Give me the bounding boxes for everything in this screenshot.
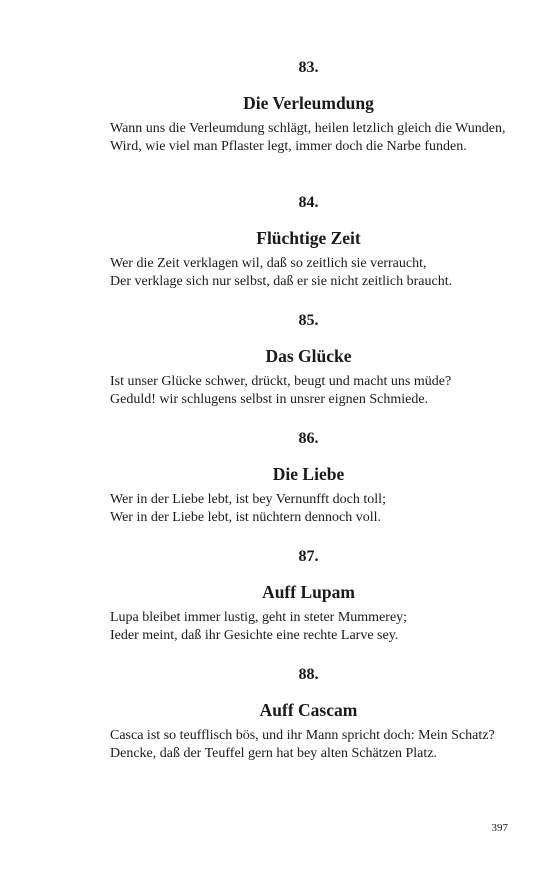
poem-86	[110, 429, 507, 526]
poem-lines	[110, 255, 507, 290]
poem-number: 86.	[298, 430, 319, 447]
poem-title: Die Liebe	[272, 464, 345, 484]
poem-number: 88.	[298, 666, 319, 683]
poem-number: 84.	[298, 194, 319, 211]
poem-lines	[110, 609, 507, 644]
poem-title: Das Glücke	[265, 346, 352, 366]
poem-line: Ieder meint, daß ihr Gesichte eine rechte Larve sey.	[110, 627, 399, 643]
poem-number: 87.	[298, 548, 319, 565]
poem-lines	[110, 373, 507, 408]
poem-line: Casca ist so teufflisch bös, und ihr Mann spricht doch: Mein Schatz?	[110, 728, 495, 743]
poem-line: Lupa bleibet immer lustig, geht in steter Mummerey;	[110, 610, 408, 625]
poem-83	[110, 58, 507, 155]
poem-title: Flüchtige Zeit	[256, 228, 361, 248]
poem-number: 83.	[298, 59, 319, 76]
poem-line: Ist unser Glücke schwer, drückt, beugt und macht uns müde?	[110, 374, 452, 389]
poem-line: Wird, wie viel man Pflaster legt, immer doch die Narbe funden.	[110, 138, 467, 154]
poem-line: Geduld! wir schlugens selbst in unsrer eignen Schmiede.	[110, 391, 429, 407]
poem-title: Die Verleumdung	[243, 93, 374, 113]
poem-88	[110, 665, 507, 762]
poem-number: 85.	[298, 312, 319, 329]
poem-title: Auff Cascam	[259, 700, 358, 720]
poem-lines	[110, 727, 507, 762]
poem-line: Wer die Zeit verklagen wil, daß so zeitlich sie verraucht,	[110, 256, 427, 271]
poem-line: Wer in der Liebe lebt, ist nüchtern dennoch voll.	[110, 509, 382, 525]
poem-lines	[110, 120, 507, 155]
poem-line: Wann uns die Verleumdung schlägt, heilen letzlich gleich die Wunden,	[110, 121, 506, 136]
poem-85	[110, 311, 507, 408]
poem-title: Auff Lupam	[262, 582, 355, 602]
poem-lines	[110, 491, 507, 526]
poem-line: Dencke, daß der Teuffel gern hat bey alten Schätzen Platz.	[110, 745, 437, 761]
poem-line: Wer in der Liebe lebt, ist bey Vernunfft doch toll;	[110, 492, 386, 507]
poem-84	[110, 193, 507, 290]
page-number: 397	[491, 822, 508, 834]
poem-line: Der verklage sich nur selbst, daß er sie nicht zeitlich braucht.	[110, 273, 453, 289]
poem-87	[110, 547, 507, 644]
